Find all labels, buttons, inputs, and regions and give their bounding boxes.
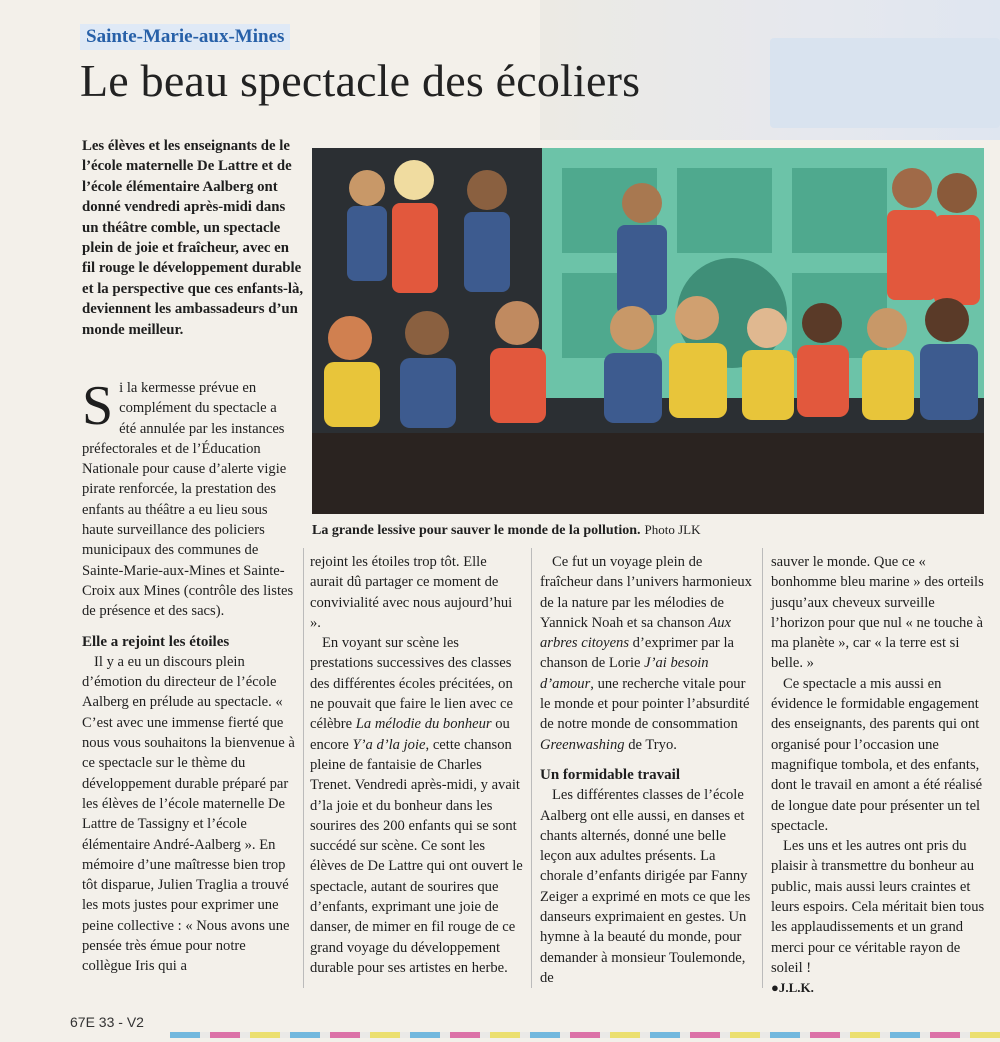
photo-credit: Photo JLK	[644, 522, 701, 537]
article-lede: Les élèves et les enseignants de le l’école maternelle De Lattre et de l’école élémentaire Aalberg ont donné vendredi après-midi dans un théâtre comble, un spectacle plein de joie et fraîcheur, avec en fil rouge le développement durable et la perspective que ces enfants-là, deviennent les ambassadeurs d’un monde meilleur.	[82, 138, 304, 338]
song-title: Aux arbres citoyens	[540, 614, 732, 652]
column-divider	[531, 548, 532, 988]
print-color-bar	[170, 1032, 1000, 1038]
drop-cap: S	[82, 375, 114, 437]
song-title: La mélodie du bonheur	[355, 716, 492, 733]
article-headline: Le beau spectacle des écoliers	[80, 55, 641, 106]
column-divider	[303, 548, 304, 988]
subheading: Un formidable travail	[540, 766, 680, 783]
article-kicker: Sainte-Marie-aux-Mines	[80, 24, 290, 50]
paragraph: Les différentes classes de l’école Aalberg ont elle aussi, en danses et chants alternés, donné une belle leçon aux adultes présents. La chorale d’enfants dirigée par Fanny Zeiger a exprimé en mots ce que les danseurs exprimaient en gestes. Un hymne à la beauté du monde, pour demander à monsieur Toulemonde, de	[540, 787, 751, 986]
paragraph-text: i la kermesse prévue en complément du spectacle a été annulée par les instances préfectorales et de l’Éducation Nationale pour cause d’alerte vigie pirate renforcée, la prestation des enfants au théâtre a eu lieu sous haute surveillance des policiers municipaux des communes de Sainte-Marie-aux-Mines et Sainte-Croix aux Mines (contrôle des listes de présence et des sacs).	[82, 380, 294, 620]
photo-caption	[312, 522, 992, 539]
article-column-3	[540, 552, 754, 988]
adjacent-ad-fragment	[770, 38, 1000, 128]
article-column-1	[82, 375, 297, 977]
paragraph: Ce spectacle a mis aussi en évidence le formidable engagement des enseignants, des parents qui ont organisé pour l’occasion une magnifique tombola, et des enfants, dont le travail en amont a été réalisé de longue date pour présenter un tel spectacle.	[771, 675, 983, 834]
page-reference: 67E 33 - V2	[70, 1014, 144, 1030]
paragraph: rejoint les étoiles trop tôt. Elle aurait dû partager ce moment de convivialité avec nous aujourd’hui ».	[310, 554, 513, 631]
paragraph: En voyant sur scène les prestations successives des classes des différentes écoles précitées, on ne pouvait que faire le lien avec ce célèbre La mélodie du bonheur ou encore Y’a d’la joie, cette chanson pleine de fantaisie de Charles Trenet. Vendredi après-midi, y avait d’la joie et du bonheur dans les sourires des 200 enfants qui se sont succédé sur scène. Ce sont les élèves de De Lattre qui ont ouvert le spectacle, autant de sourires que d’enfants, exprimant une joie de danser, de mimer en fil rouge de ce grand voyage du développement durable pour ses artistes en herbe.	[310, 635, 523, 976]
stage-photo-illustration	[312, 148, 984, 514]
author-signature: ●J.L.K.	[771, 980, 814, 996]
column-divider	[762, 548, 763, 988]
article-column-2	[310, 552, 523, 978]
song-title: Greenwashing	[540, 736, 625, 753]
song-title: Y’a d’la joie	[352, 736, 426, 753]
article-photo	[312, 148, 984, 514]
paragraph: Ce fut un voyage plein de fraîcheur dans l’univers harmonieux de la nature par les mélodies de Yannick Noah et sa chanson Aux arbres citoyens d’exprimer par la chanson de Lorie J’ai besoin d’amour, une recherche vitale pour le monde et pour pointer l’absurdité de notre monde de consommation Greenwashing de Tryo.	[540, 554, 752, 753]
paragraph: Il y a eu un discours plein d’émotion du directeur de l’école Aalberg en prélude au spectacle. « C’est avec une immense fierté que nous vous souhaitons la bienvenue à ce spectacle sur le thème du développement durable préparé par les élèves de l’école maternelle De Lattre de Tassigny et l’école élémentaire André-Aalberg ». En mémoire d’une maîtresse bien trop tôt disparue, Julien Traglia a trouvé les mots justes pour exprimer une peine collective : « Nous avons une pensée très émue pour notre collègue Iris qui a	[82, 653, 295, 975]
article-column-4	[771, 552, 988, 999]
paragraph: Les uns et les autres ont pris du plaisir à transmettre du bonheur au public, mais aussi leurs craintes et leurs espoirs. Cela méritait bien tous les applaudissements et un grand merci pour ce véritable rayon de soleil !	[771, 838, 985, 976]
song-title: J’ai besoin d’amour	[540, 655, 709, 692]
paragraph-intro	[82, 375, 297, 622]
caption-text: La grande lessive pour sauver le monde de la pollution.	[312, 523, 641, 538]
subheading: Elle a rejoint les étoiles	[82, 633, 230, 650]
paragraph: sauver le monde. Que ce « bonhomme bleu marine » des orteils jusqu’aux cheveux surveille l’horizon pour que nul « ne touche à ma planète », car « la terre est si belle. »	[771, 554, 984, 672]
